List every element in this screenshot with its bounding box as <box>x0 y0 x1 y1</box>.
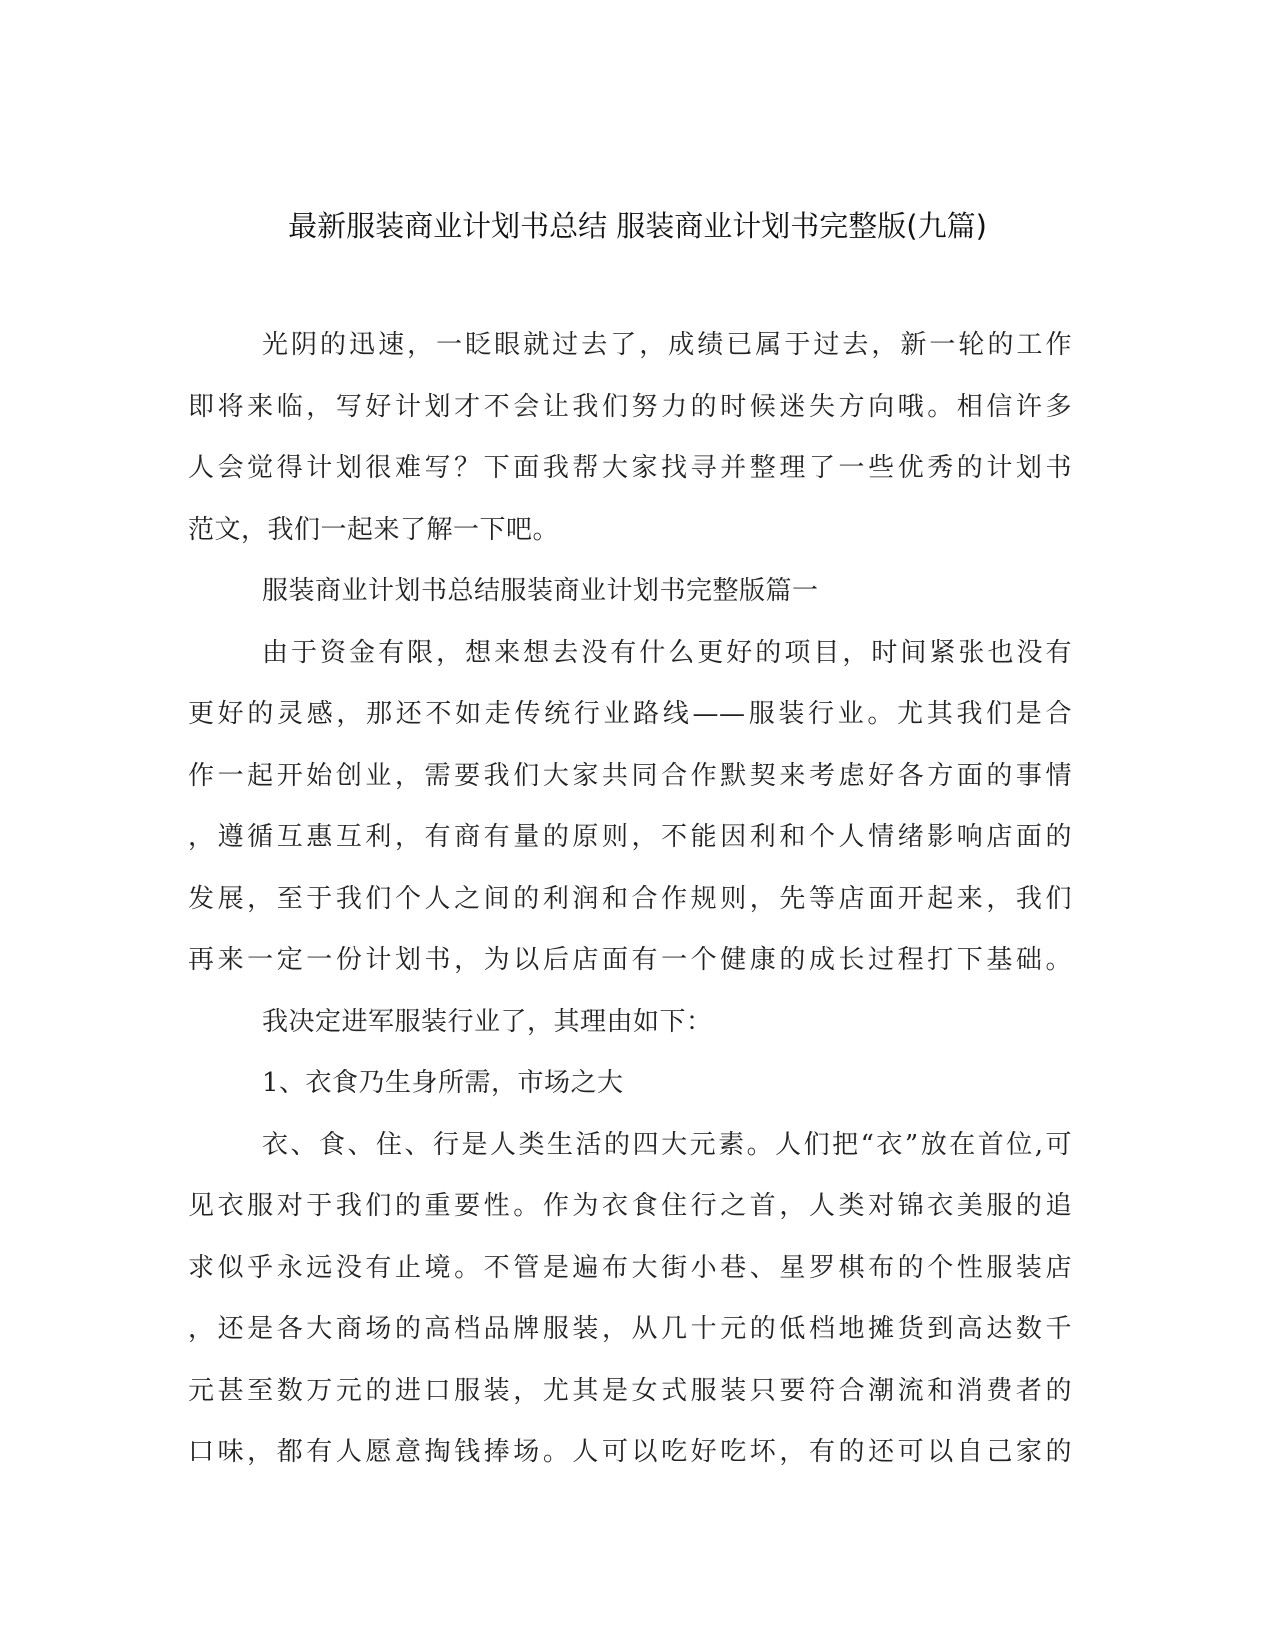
paragraph-line: 由于资金有限，想来想去没有什么更好的项目，时间紧张也没有 <box>262 637 1072 668</box>
document-title: 最新服装商业计划书总结 服装商业计划书完整版(九篇) <box>288 209 987 243</box>
paragraph-line: 即将来临，写好计划才不会让我们努力的时候迷失方向哦。相信许多 <box>188 391 1072 422</box>
paragraph-line: 我决定进军服装行业了，其理由如下： <box>262 1006 713 1037</box>
paragraph-line: 人会觉得计划很难写？下面我帮大家找寻并整理了一些优秀的计划书 <box>188 453 1072 483</box>
paragraph-line: 作一起开始创业，需要我们大家共同合作默契来考虑好各方面的事情 <box>188 760 1072 791</box>
document-body <box>188 327 1072 1496</box>
paragraph-line: 更好的灵感，那还不如走传统行业路线——服装行业。尤其我们是合 <box>188 699 1072 729</box>
paragraph-line: 光阴的迅速，一眨眼就过去了，成绩已属于过去，新一轮的工作 <box>262 330 1072 360</box>
section-heading: 服装商业计划书总结服装商业计划书完整版篇一 <box>262 576 819 606</box>
paragraph-line: ，还是各大商场的高档品牌服装，从几十元的低档地摊货到高达数千 <box>188 1314 1072 1344</box>
paragraph-line: 发展，至于我们个人之间的利润和合作规则，先等店面开起来，我们 <box>188 883 1072 914</box>
list-item-heading: 1、衣食乃生身所需，市场之大 <box>262 1068 624 1098</box>
paragraph-line: ，遵循互惠互利，有商有量的原则，不能因利和个人情绪影响店面的 <box>188 822 1072 852</box>
paragraph-line: 见衣服对于我们的重要性。作为衣食住行之首，人类对锦衣美服的追 <box>188 1191 1072 1221</box>
paragraph-line: 范文，我们一起来了解一下吧。 <box>188 514 560 545</box>
paragraph-line: 口味，都有人愿意掏钱捧场。人可以吃好吃坏，有的还可以自己家的 <box>188 1437 1072 1467</box>
paragraph-line: 求似乎永远没有止境。不管是遍布大街小巷、星罗棋布的个性服装店 <box>188 1252 1072 1283</box>
paragraph-line: 再来一定一份计划书，为以后店面有一个健康的成长过程打下基础。 <box>188 945 1072 975</box>
paragraph-line: 元甚至数万元的进口服装，尤其是女式服装只要符合潮流和消费者的 <box>188 1375 1072 1406</box>
paragraph-line: 衣、食、住、行是人类生活的四大元素。人们把“衣”放在首位,可 <box>262 1129 1072 1160</box>
